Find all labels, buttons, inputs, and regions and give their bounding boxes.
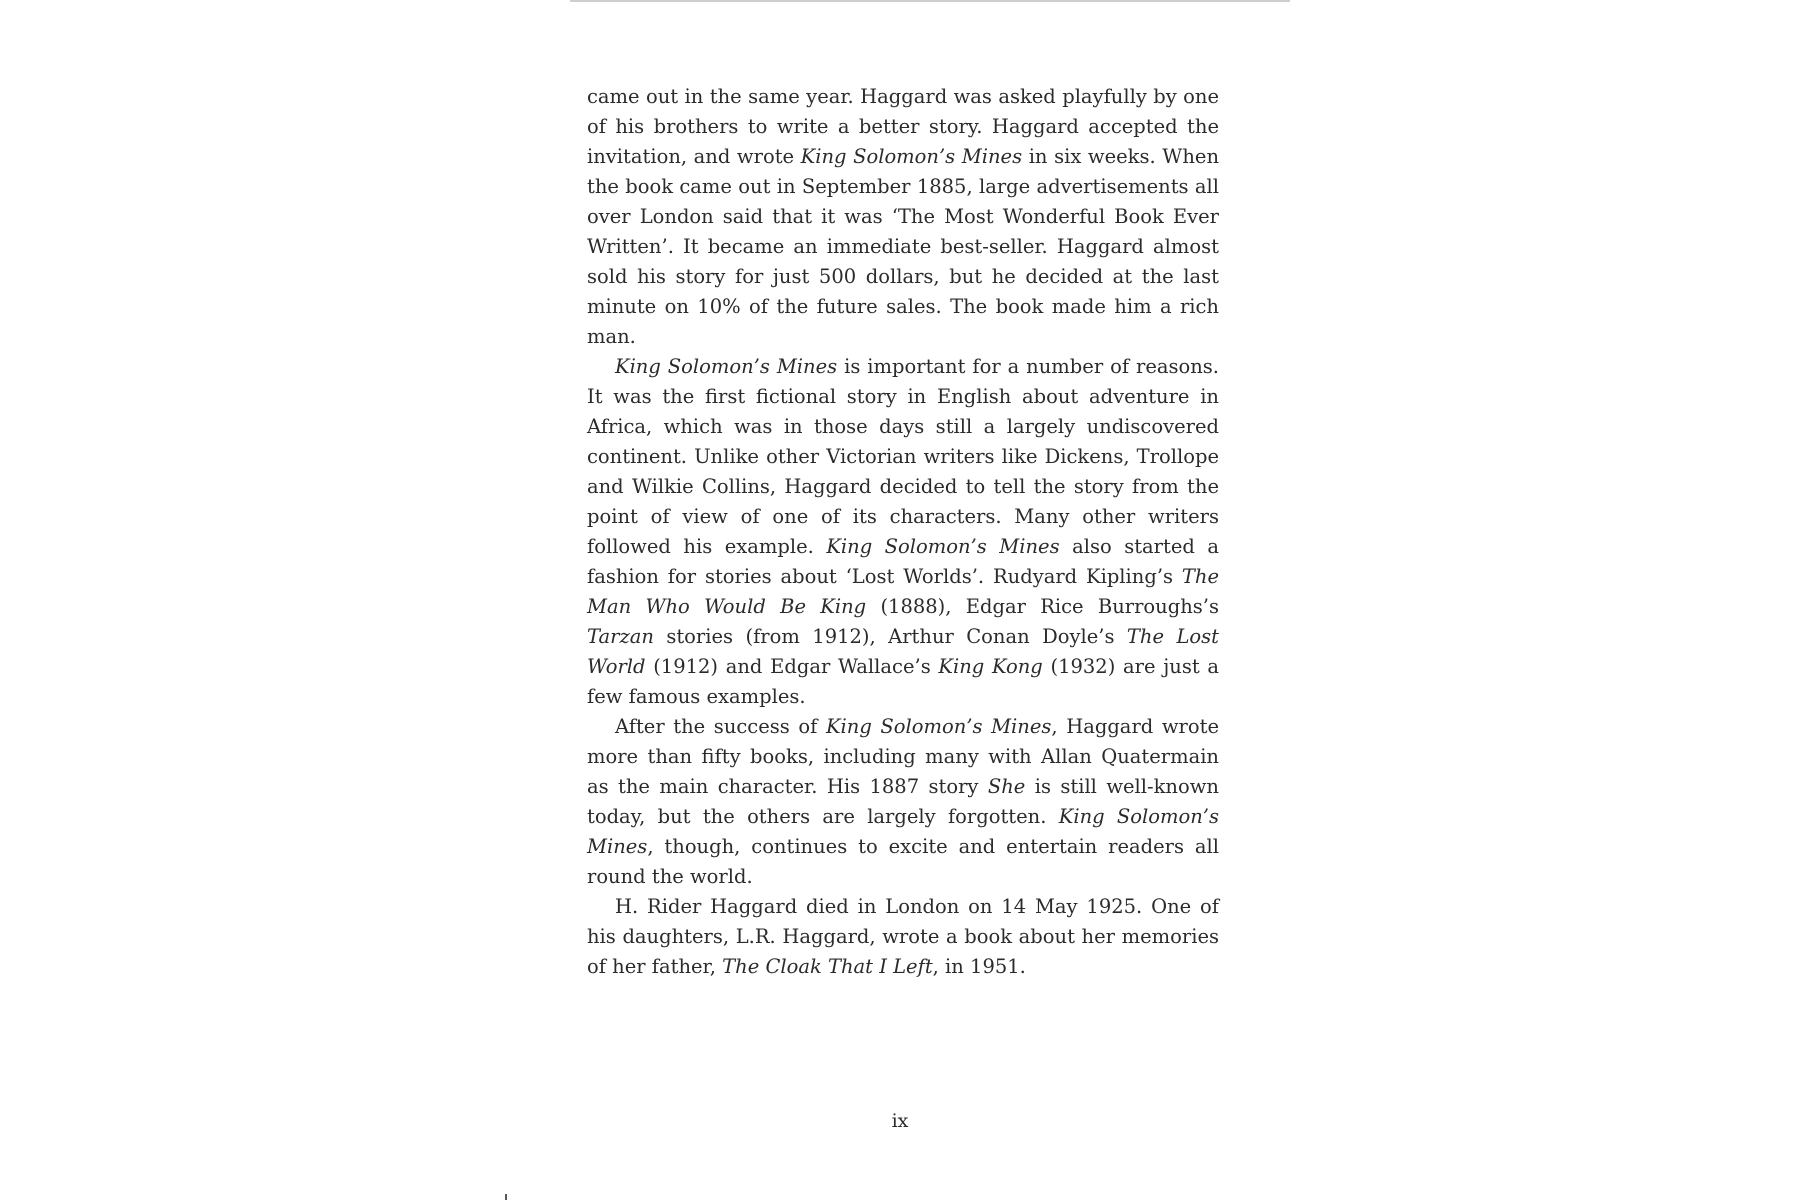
text-run: , though, continues to excite and entertain readers all round the world. — [587, 835, 1219, 888]
text-run: also started a fashion for stories about ‘Lost Worlds’. Rudyard Kipling’s — [587, 535, 1219, 588]
text-run: H. Rider Haggard died in London on 14 May 1925. One of his daughters, L.R. Haggard, wrote a book about her memories of her father, — [587, 895, 1219, 978]
book-title: The Cloak That I Left — [722, 955, 933, 978]
text-run: After the success of — [615, 715, 826, 738]
text-run: is important for a number of reasons. It was the first fictional story in English about adventure in Africa, which was in those days still a largely undiscovered continent. Unlike other Victorian writers like Dickens, Trollope and Wilkie Collins, Haggard decided to tell the story from the point of view of one of its characters. Many other writers followed his example. — [587, 355, 1220, 558]
book-title: King Kong — [938, 655, 1043, 678]
book-title: The Man Who Would Be King — [587, 565, 1219, 618]
paragraph-3 — [587, 712, 1219, 892]
paragraph-2 — [587, 352, 1219, 712]
text-run: is still well-known today, but the others are largely forgotten. — [587, 775, 1219, 828]
text-run: , Haggard wrote more than fifty books, including many with Allan Quatermain as the main character. His 1887 story — [587, 715, 1219, 798]
text-run: in six weeks. When the book came out in September 1885, large advertisements all over London said that it was ‘The Most Wonderful Book Ever Written’. It became an immediate best-seller. Haggard almost sold his story for just 500 dollars, but he decided at the last minute on 10% of the future sales. The book made him a rich man. — [587, 145, 1220, 348]
book-title: Tarzan — [587, 625, 654, 648]
book-title: King Solomon’s Mines — [800, 145, 1023, 168]
text-run: came out in the same year. Haggard was asked playfully by one of his brothers to write a better story. Haggard accepted the invitation, and wrote — [587, 85, 1219, 168]
text-run: stories (from 1912), Arthur Conan Doyle’s — [653, 625, 1127, 648]
text-run: (1888), Edgar Rice Burroughs’s — [866, 595, 1219, 618]
page-top-edge — [570, 0, 1290, 2]
paragraph-4 — [587, 892, 1219, 982]
book-title: The Lost World — [587, 625, 1219, 678]
book-title: King Solomon’s Mines — [615, 355, 838, 378]
page-number: ix — [891, 1110, 909, 1132]
book-title: King Solomon’s Mines — [825, 715, 1052, 738]
book-title: She — [987, 775, 1026, 798]
body-text — [587, 82, 1219, 982]
paragraph-1 — [587, 82, 1219, 352]
text-run: (1932) are just a few famous examples. — [587, 655, 1219, 708]
book-title: King Solomon’s Mines — [587, 805, 1219, 858]
page-bottom-edge-corner — [505, 1194, 507, 1200]
book-title: King Solomon’s Mines — [826, 535, 1060, 558]
text-run: , in 1951. — [932, 955, 1026, 978]
text-run: (1912) and Edgar Wallace’s — [645, 655, 939, 678]
